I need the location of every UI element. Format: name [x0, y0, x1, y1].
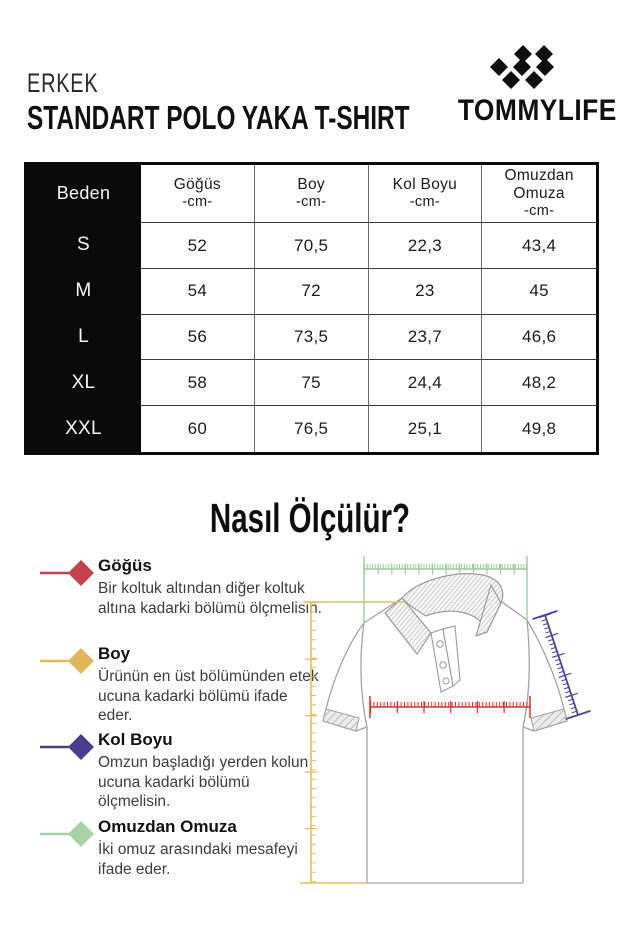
legend-item-boy — [40, 644, 319, 726]
polo-shirt-measurement-diagram — [290, 540, 620, 900]
legend-label: Kol Boyu — [98, 730, 173, 749]
legend-label: Göğüs — [98, 556, 152, 575]
kol-boyu-diamond-icon — [40, 727, 96, 767]
how-to-measure-title: Nasıl Ölçülür? — [209, 495, 411, 541]
size-label: L — [27, 315, 141, 361]
table-cell: 56 — [141, 315, 255, 361]
size-label: M — [27, 269, 141, 315]
legend-item-omuzdan-omuza — [40, 817, 298, 879]
size-label: XXL — [27, 406, 141, 452]
table-cell: 45 — [482, 269, 596, 315]
brand-logo — [447, 44, 617, 128]
table-cell: 43,4 — [482, 223, 596, 269]
table-cell: 54 — [141, 269, 255, 315]
table-cell: 23 — [369, 269, 483, 315]
column-header-omuzdan-omuza: Omuzdan Omuza -cm- — [482, 165, 596, 223]
column-header-gogus: Göğüs -cm- — [141, 165, 255, 223]
boy-diamond-icon — [40, 641, 96, 681]
table-cell: 58 — [141, 360, 255, 406]
omuzdan-omuza-diamond-icon — [40, 814, 96, 854]
legend-label: Omuzdan Omuza — [98, 817, 237, 836]
legend-description: İki omuz arasındaki mesafeyi ifade eder. — [98, 841, 298, 878]
product-title: STANDART POLO YAKA T-SHIRT — [27, 99, 410, 136]
table-cell: 60 — [141, 406, 255, 452]
legend-description: Omzun başladığı yerden kolun ucuna kadarki bölümü ölçmelisin. — [98, 754, 309, 811]
brand-diamonds-icon — [490, 44, 556, 92]
legend-item-gogus — [40, 556, 322, 618]
column-header-kol-boyu: Kol Boyu -cm- — [369, 165, 483, 223]
table-cell: 52 — [141, 223, 255, 269]
legend-description: Bir koltuk altından diğer koltuk altına kadarki bölümü ölçmelisin. — [98, 580, 322, 617]
table-cell: 75 — [255, 360, 369, 406]
table-cell: 22,3 — [369, 223, 483, 269]
legend-description: Ürünün en üst bölümünden etek ucuna kadarki bölümü ifade eder. — [98, 668, 319, 725]
table-cell: 48,2 — [482, 360, 596, 406]
product-category: ERKEK — [27, 68, 99, 98]
legend-item-kol-boyu — [40, 730, 309, 812]
table-cell: 73,5 — [255, 315, 369, 361]
table-cell: 24,4 — [369, 360, 483, 406]
brand-name: TOMMYLIFE — [457, 94, 617, 127]
table-cell: 46,6 — [482, 315, 596, 361]
column-header-boy: Boy -cm- — [255, 165, 369, 223]
table-cell: 23,7 — [369, 315, 483, 361]
size-table — [24, 162, 599, 455]
legend-label: Boy — [98, 644, 131, 663]
table-cell: 25,1 — [369, 406, 483, 452]
table-cell: 72 — [255, 269, 369, 315]
table-cell: 49,8 — [521, 419, 557, 439]
table-cell: 76,5 — [255, 406, 369, 452]
table-cell: 70,5 — [255, 223, 369, 269]
size-label: S — [27, 223, 141, 269]
size-label: XL — [27, 360, 141, 406]
gogus-diamond-icon — [40, 553, 96, 593]
column-header-beden: Beden — [27, 165, 141, 223]
